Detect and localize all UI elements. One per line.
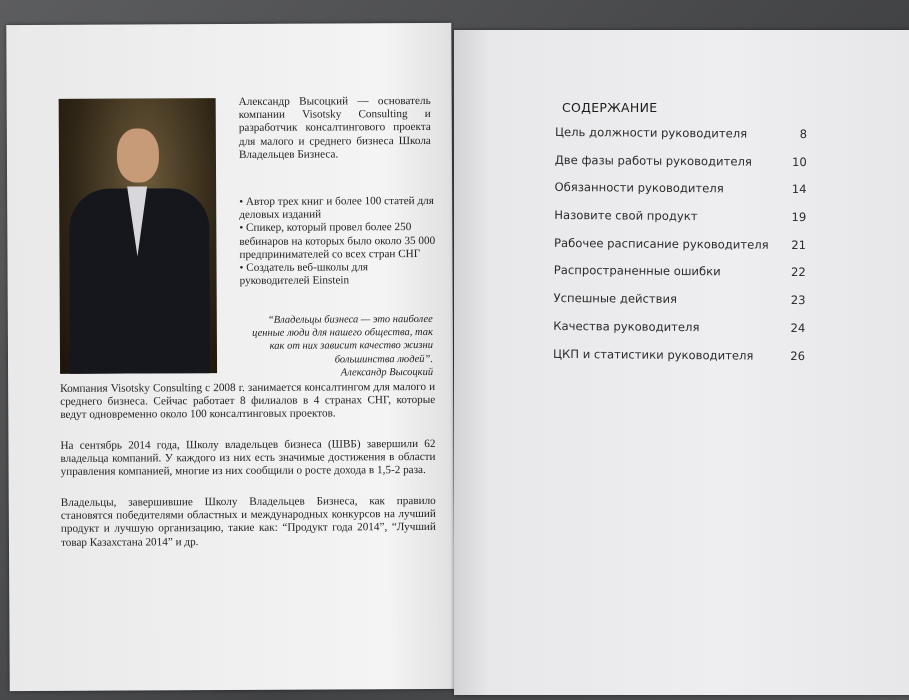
toc-item bbox=[553, 291, 805, 321]
toc-item bbox=[554, 263, 806, 293]
toc-label: Распространенные ошибки bbox=[553, 263, 721, 279]
toc-page: 21 bbox=[791, 237, 807, 252]
toc-label: Успешные действия bbox=[553, 291, 678, 307]
right-page bbox=[454, 30, 909, 695]
bullet: • Спикер, который провел более 250 вебинаров на которых было около 35 000 предпринимателей со всех стран СНГ bbox=[239, 221, 436, 261]
toc-page: 23 bbox=[790, 293, 806, 308]
table-of-contents bbox=[553, 125, 807, 376]
toc-page: 26 bbox=[790, 348, 806, 363]
toc-item bbox=[553, 346, 805, 376]
quote bbox=[248, 313, 433, 380]
toc-item bbox=[553, 319, 805, 349]
toc-page: 24 bbox=[790, 320, 806, 335]
bullet: • Создатель веб-школы для руководителей Einstein bbox=[239, 261, 369, 288]
toc-item bbox=[555, 125, 807, 155]
author-bio: Александр Высоцкий — основатель компании Visotsky Consulting и разработчик консалтингового проекта для малого и среднего бизнеса Школа Владельцев Бизнеса. bbox=[238, 94, 431, 161]
toc-page: 14 bbox=[791, 182, 807, 197]
head bbox=[117, 128, 159, 182]
toc-title: СОДЕРЖАНИЕ bbox=[562, 100, 658, 115]
toc-page: 10 bbox=[791, 154, 807, 169]
toc-item bbox=[554, 180, 806, 210]
quote-text: “Владельцы бизнеса — это наиболее ценные люди для нашего общества, так как от них зависит качество жизни большинства людей”. bbox=[252, 313, 434, 366]
paragraph: На сентябрь 2014 года, Школу владельцев бизнеса (ШВБ) завершили 62 владельца компаний. У каждого из них есть значимые достижения в области управления компанией, многие из них сообщили о росте дохода в 1,5-2 раза. bbox=[60, 437, 436, 479]
bullet: • Автор трех книг и более 100 статей для деловых изданий bbox=[239, 194, 434, 222]
toc-page: 8 bbox=[799, 127, 808, 142]
paragraph: Компания Visotsky Consulting с 2008 г. занимается консалтингом для малого и среднего бизнеса. Сейчас работает 8 филиалов в 4 странах СНГ, которые ведут одновременно около 100 консалтинговых проектов. bbox=[60, 380, 436, 422]
paragraph: Владельцы, завершившие Школу Владельцев Бизнеса, как правило становятся победителями областных и международных конкурсов на лучший продукт и лучшую организацию, такие как: “Продукт года 2014”, “Лучший товар Казахстана 2014” и др. bbox=[60, 494, 436, 549]
author-photo bbox=[59, 98, 217, 374]
quote-author: Александр Высоцкий bbox=[340, 366, 434, 379]
toc-label: Рабочее расписание руководителя bbox=[554, 235, 769, 252]
achievements-list bbox=[239, 195, 439, 288]
toc-label: Качества руководителя bbox=[553, 318, 700, 334]
toc-label: Обязанности руководителя bbox=[554, 180, 724, 196]
toc-item bbox=[554, 208, 806, 238]
toc-label: Две фазы работы руководителя bbox=[554, 152, 752, 169]
toc-page: 19 bbox=[791, 210, 807, 225]
toc-item bbox=[554, 236, 806, 266]
left-page bbox=[6, 23, 454, 691]
toc-label: Назовите свой продукт bbox=[554, 207, 698, 224]
toc-label: Цель должности руководителя bbox=[554, 124, 748, 141]
toc-item bbox=[555, 153, 807, 183]
toc-label: ЦКП и статистики руководителя bbox=[553, 346, 754, 363]
toc-page: 22 bbox=[790, 265, 806, 280]
